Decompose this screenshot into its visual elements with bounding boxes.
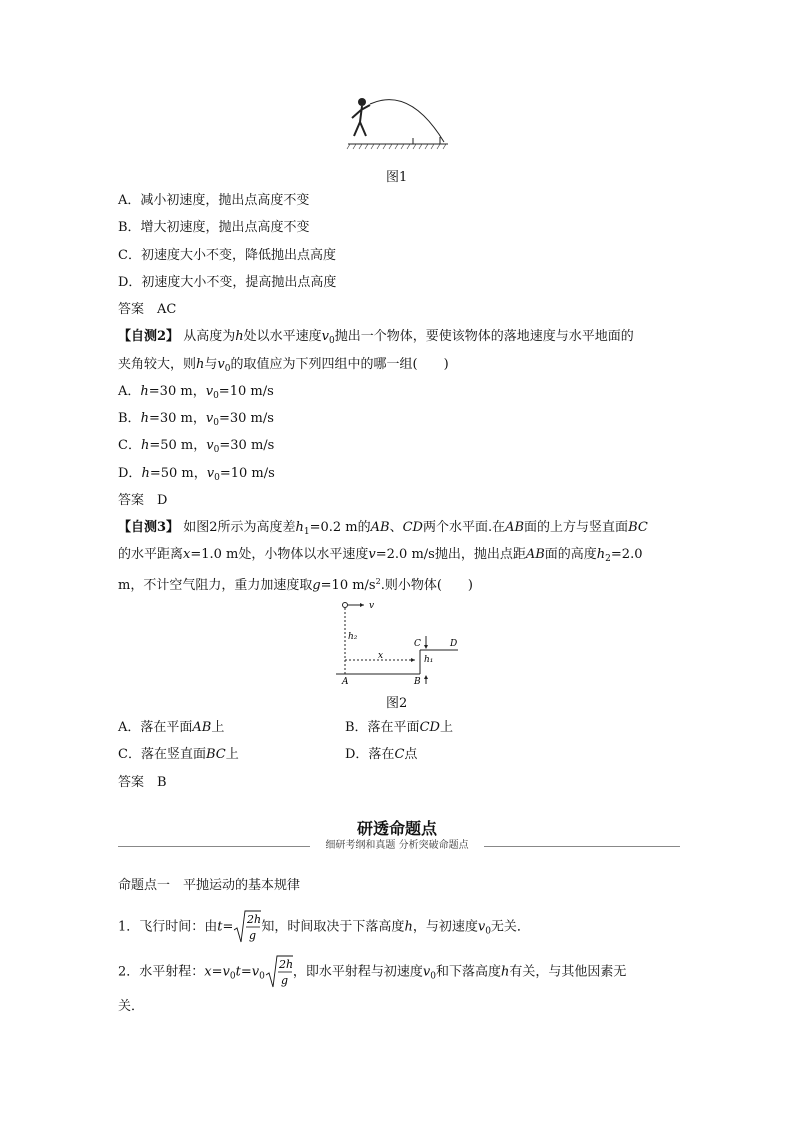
q3-stem-line-3: m，不计空气阻力，重力加速度取g=10 $m/s^2$.则小物体( ) xyxy=(118,577,473,593)
q3-option-a: A．落在平面AB上 xyxy=(118,720,225,735)
q2-option-d: D．h=50 m，$v_0=10$ m/s xyxy=(118,466,275,483)
label-C: C xyxy=(414,639,421,649)
label-B: B xyxy=(414,677,421,684)
point-2-continued: 关． xyxy=(118,999,145,1014)
q1-option-a: A．减小初速度，抛出点高度不变 xyxy=(118,193,310,208)
point-2: 2．水平射程：$x=v_0t=v_0$ 2h g ，即水平射程与初速度$v_0$和下落高度h有关，与其他因素无 xyxy=(118,955,626,992)
svg-text:2h: 2h xyxy=(247,913,262,926)
label-x: x xyxy=(378,651,384,661)
section-subtitle: 细研考纲和真题 分析突破命题点 xyxy=(310,838,484,854)
q3-option-b: B．落在平面CD上 xyxy=(345,720,453,735)
figure-2-diagram xyxy=(334,596,466,684)
point-1: 1．飞行时间：由t= 2h g 知，时间取决于下落高度h，与初速度$v_0$无关． xyxy=(118,910,530,947)
q3-option-d: D．落在C点 xyxy=(345,747,418,762)
q2-option-c: C．h=50 m，$v_0=30$ m/s xyxy=(118,438,275,455)
svg-text:g: g xyxy=(280,974,288,987)
q2-stem-line-2: 夹角较大，则h与$v_0$的取值应为下列四组中的哪一组( ) xyxy=(118,357,449,374)
figure-2-caption: 图2 xyxy=(386,696,408,711)
q3-stem-line-2: 的水平距离x=1.0 m处，小物体以水平速度v=2.0 m/s抛出，抛出点距AB面的高度$h_2=2.0$ xyxy=(118,547,643,564)
q1-option-d: D．初速度大小不变，提高抛出点高度 xyxy=(118,275,337,290)
figure-1-throw-illustration xyxy=(340,92,452,154)
label-h2: h₂ xyxy=(348,632,358,642)
q2-option-a: A．h=30 m，$v_0=10$ m/s xyxy=(118,384,274,401)
q3-answer: 答案 B xyxy=(118,775,167,790)
sqrt-formula-2 xyxy=(265,955,293,989)
svg-text:g: g xyxy=(249,929,257,942)
q3-stem-line-1: 【自测3】 如图2所示为高度差$h_1=0.2$ m的AB、CD两个水平面.在AB面的上方与竖直面BC xyxy=(118,520,648,537)
q3-option-c: C．落在竖直面BC上 xyxy=(118,747,239,762)
label-v: v xyxy=(369,601,375,611)
q2-option-b: B．h=30 m，$v_0=30$ m/s xyxy=(118,411,274,428)
section-title: 研透命题点 xyxy=(356,819,437,838)
label-A: A xyxy=(342,677,349,684)
q2-answer: 答案 D xyxy=(118,493,168,508)
sqrt-formula xyxy=(233,910,261,944)
q1-option-c: C．初速度大小不变，降低抛出点高度 xyxy=(118,248,336,263)
svg-text:2h: 2h xyxy=(278,958,293,971)
q1-answer: 答案 AC xyxy=(118,302,177,317)
label-D: D xyxy=(450,639,458,649)
q2-stem-line-1: 【自测2】 从高度为h处以水平速度$v_0$抛出一个物体，要使该物体的落地速度与水平地面的 xyxy=(118,329,634,346)
figure-1-caption: 图1 xyxy=(386,170,408,185)
q1-option-b: B．增大初速度，抛出点高度不变 xyxy=(118,220,310,235)
topic-heading: 命题点一 平抛运动的基本规律 xyxy=(118,878,301,893)
label-h1: h₁ xyxy=(424,655,434,665)
